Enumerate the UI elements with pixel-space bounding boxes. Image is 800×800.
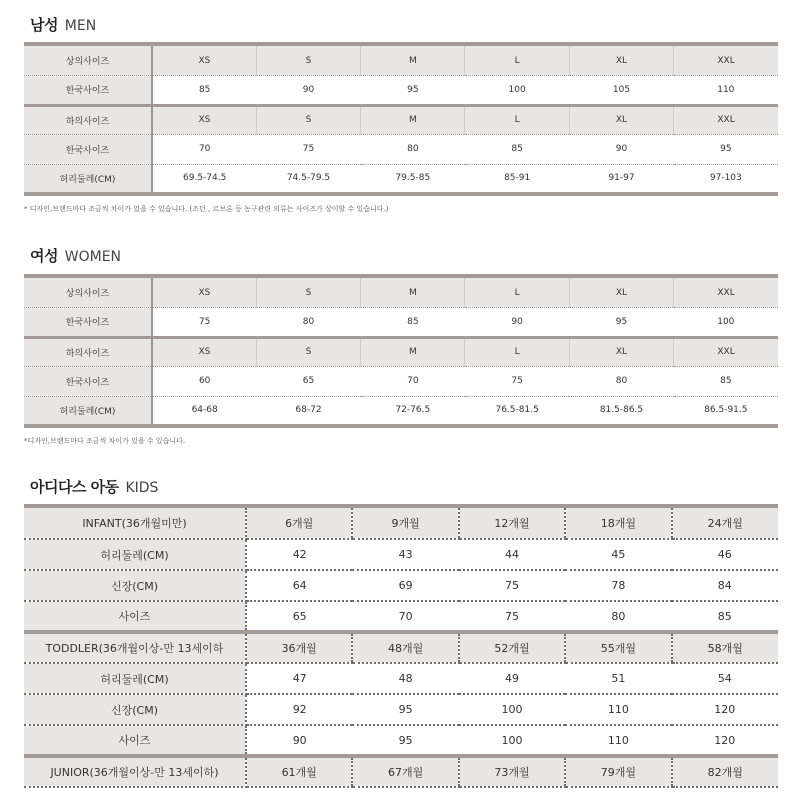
- cell: 18개월: [565, 508, 671, 539]
- cell: 48: [352, 663, 458, 694]
- men-title-ko: 남성: [30, 16, 58, 34]
- men-top-size-row: [24, 46, 778, 76]
- cell: XS: [152, 278, 256, 308]
- cell: 110: [565, 694, 671, 725]
- cell: L: [465, 46, 569, 76]
- cell: 70: [352, 601, 458, 632]
- kids-toddler-waist-row: [24, 663, 778, 694]
- cell: 70: [361, 367, 465, 397]
- cell: XL: [569, 337, 673, 367]
- women-size-table: [24, 278, 778, 428]
- cell: 95: [361, 76, 465, 106]
- cell: 85: [152, 76, 256, 106]
- cell: 12개월: [459, 508, 565, 539]
- cell: 46: [672, 539, 778, 570]
- cell: 48개월: [352, 632, 458, 663]
- cell: 100: [459, 725, 565, 756]
- row-label: 사이즈: [24, 725, 246, 756]
- cell: 75: [256, 135, 360, 165]
- cell: 85: [361, 308, 465, 338]
- row-label: 한국사이즈: [24, 308, 152, 338]
- cell: 90: [246, 725, 352, 756]
- cell: 9개월: [352, 508, 458, 539]
- cell: 52개월: [459, 632, 565, 663]
- cell: 76.5-81.5: [465, 396, 569, 426]
- women-size-note: *디자인,브랜드마다 조금씩 차이가 있을 수 있습니다.: [24, 437, 186, 445]
- row-label: 한국사이즈: [24, 367, 152, 397]
- women-top-korean-size-row: [24, 308, 778, 338]
- cell: 44: [459, 539, 565, 570]
- cell: 95: [352, 725, 458, 756]
- men-waist-row: [24, 164, 778, 194]
- cell: 54: [672, 663, 778, 694]
- cell: S: [256, 46, 360, 76]
- cell: 75: [152, 308, 256, 338]
- women-waist-row: [24, 396, 778, 426]
- cell: 69.5-74.5: [152, 164, 256, 194]
- cell: 86.5-91.5: [674, 396, 778, 426]
- cell: M: [361, 105, 465, 135]
- cell: 67개월: [352, 756, 458, 787]
- cell: 65: [256, 367, 360, 397]
- row-label: 허리둘레(CM): [24, 396, 152, 426]
- men-bottom-size-row: [24, 105, 778, 135]
- row-label: 허리둘레(CM): [24, 663, 246, 694]
- cell: 36개월: [246, 632, 352, 663]
- cell: XL: [569, 105, 673, 135]
- cell: 75: [459, 570, 565, 601]
- row-label: 한국사이즈: [24, 135, 152, 165]
- cell: 95: [569, 308, 673, 338]
- women-bottom-size-row: [24, 337, 778, 367]
- cell: XXL: [674, 46, 778, 76]
- kids-title-ko: 아디다스 아동: [30, 478, 119, 496]
- men-size-note: * 디자인,브랜드마다 조금씩 차이가 있을 수 있습니다. (조던 , 르브론 등 농구관련 의류는 사이즈가 상이할 수 있습니다.): [24, 205, 389, 213]
- cell: 85: [465, 135, 569, 165]
- cell: 65: [246, 601, 352, 632]
- men-title-en: MEN: [64, 18, 97, 34]
- cell: S: [256, 105, 360, 135]
- cell: 78: [565, 570, 671, 601]
- row-label: TODDLER(36개월이상-만 13세이하: [24, 632, 246, 663]
- cell: 61개월: [246, 756, 352, 787]
- cell: 81.5-86.5: [569, 396, 673, 426]
- row-label: JUNIOR(36개월이상-만 13세이하): [24, 756, 246, 787]
- row-label: 하의사이즈: [24, 337, 152, 367]
- cell: XS: [152, 337, 256, 367]
- women-section-title: [30, 245, 121, 266]
- cell: 90: [569, 135, 673, 165]
- men-section-title: [30, 14, 96, 35]
- cell: 70: [152, 135, 256, 165]
- cell: M: [361, 337, 465, 367]
- cell: 43: [352, 539, 458, 570]
- row-label: 하의사이즈: [24, 105, 152, 135]
- cell: M: [361, 46, 465, 76]
- cell: S: [256, 278, 360, 308]
- row-label: 허리둘레(CM): [24, 164, 152, 194]
- cell: XS: [152, 46, 256, 76]
- cell: 80: [256, 308, 360, 338]
- cell: 100: [674, 308, 778, 338]
- kids-infant-size-row: [24, 601, 778, 632]
- women-title-en: WOMEN: [64, 249, 122, 265]
- kids-size-table: [24, 508, 778, 788]
- kids-toddler-height-row: [24, 694, 778, 725]
- cell: 100: [459, 694, 565, 725]
- row-label: 허리둘레(CM): [24, 539, 246, 570]
- cell: 110: [565, 725, 671, 756]
- row-label: 사이즈: [24, 601, 246, 632]
- cell: 82개월: [672, 756, 778, 787]
- cell: 64: [246, 570, 352, 601]
- cell: 75: [465, 367, 569, 397]
- cell: 45: [565, 539, 671, 570]
- cell: 95: [352, 694, 458, 725]
- cell: XXL: [674, 105, 778, 135]
- cell: 95: [674, 135, 778, 165]
- cell: 105: [569, 76, 673, 106]
- kids-section-title: [30, 476, 158, 497]
- cell: 85: [674, 367, 778, 397]
- cell: L: [465, 105, 569, 135]
- cell: S: [256, 337, 360, 367]
- cell: 120: [672, 725, 778, 756]
- cell: 49: [459, 663, 565, 694]
- cell: 90: [256, 76, 360, 106]
- cell: 74.5-79.5: [256, 164, 360, 194]
- cell: 90: [465, 308, 569, 338]
- women-bottom-korean-size-row: [24, 367, 778, 397]
- cell: 47: [246, 663, 352, 694]
- kids-infant-waist-row: [24, 539, 778, 570]
- row-label: 상의사이즈: [24, 46, 152, 76]
- cell: M: [361, 278, 465, 308]
- cell: L: [465, 278, 569, 308]
- cell: 6개월: [246, 508, 352, 539]
- kids-title-en: KIDS: [125, 480, 159, 496]
- cell: 64-68: [152, 396, 256, 426]
- cell: 69: [352, 570, 458, 601]
- cell: XL: [569, 46, 673, 76]
- cell: XL: [569, 278, 673, 308]
- row-label: 한국사이즈: [24, 76, 152, 106]
- cell: 58개월: [672, 632, 778, 663]
- cell: 110: [674, 76, 778, 106]
- men-size-table: [24, 46, 778, 196]
- cell: L: [465, 337, 569, 367]
- cell: 68-72: [256, 396, 360, 426]
- cell: XXL: [674, 337, 778, 367]
- kids-junior-header-row: [24, 756, 778, 787]
- cell: 72-76.5: [361, 396, 465, 426]
- cell: 120: [672, 694, 778, 725]
- cell: 97-103: [674, 164, 778, 194]
- cell: 60: [152, 367, 256, 397]
- cell: XS: [152, 105, 256, 135]
- cell: 24개월: [672, 508, 778, 539]
- cell: 85-91: [465, 164, 569, 194]
- cell: 79개월: [565, 756, 671, 787]
- cell: 55개월: [565, 632, 671, 663]
- cell: 73개월: [459, 756, 565, 787]
- men-bottom-korean-size-row: [24, 135, 778, 165]
- men-top-korean-size-row: [24, 76, 778, 106]
- cell: 80: [361, 135, 465, 165]
- cell: 79.5-85: [361, 164, 465, 194]
- row-label: INFANT(36개월미만): [24, 508, 246, 539]
- women-title-ko: 여성: [30, 247, 58, 265]
- kids-infant-height-row: [24, 570, 778, 601]
- women-top-size-row: [24, 278, 778, 308]
- cell: XXL: [674, 278, 778, 308]
- kids-toddler-size-row: [24, 725, 778, 756]
- kids-infant-header-row: [24, 508, 778, 539]
- cell: 85: [672, 601, 778, 632]
- cell: 80: [569, 367, 673, 397]
- cell: 75: [459, 601, 565, 632]
- cell: 51: [565, 663, 671, 694]
- row-label: 상의사이즈: [24, 278, 152, 308]
- kids-toddler-header-row: [24, 632, 778, 663]
- cell: 100: [465, 76, 569, 106]
- cell: 80: [565, 601, 671, 632]
- row-label: 신장(CM): [24, 694, 246, 725]
- cell: 42: [246, 539, 352, 570]
- cell: 84: [672, 570, 778, 601]
- row-label: 신장(CM): [24, 570, 246, 601]
- cell: 91-97: [569, 164, 673, 194]
- cell: 92: [246, 694, 352, 725]
